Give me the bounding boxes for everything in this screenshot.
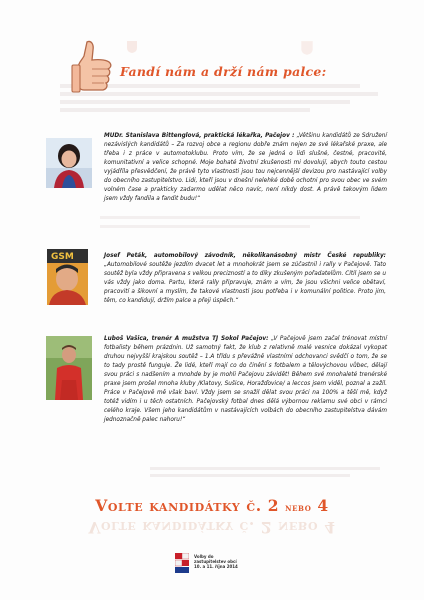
quote-bittenglova <box>104 132 387 204</box>
quote-text: „Automobilové soutěže jezdím dvacet let a mnohokrát jsem se zúčastnil i rally v Pačejově. Tato soutěž byla vždy připravena s velkou precizností a to díky zkušeným pořadatelům. Cítil jsem se u vás vždy jako doma. Partu, která rally připravuje, znám a vím, že jsou všichni velice obětaví, pracovití a šikovní a myslím, že takové vlastnosti jsou potřeba i v komunální politice. Proto jim, těm, co kandidují, držím palce a přeji úspěch.“ <box>104 262 386 305</box>
quote-author: Luboš Vašica, trenér A mužstva TJ Sokol Pačejov: <box>104 336 269 342</box>
quote-text: „V Pačejově jsem začal trénovat místní fotbalisty během prázdnin. Už samotný fakt, že klub z relativně malé vesnice dokázal vykopat druhou nejvyšší krajskou soutěž – 1.A třídu s převážně vlastními odchovanci svědčí o tom, že se to tady prostě funguje. Že lidé, kteří mají co do činění s fotbalem a tělovýchovou vůbec, dělají svou práci s nadšením a mnohde by je mohli Pačejovu závidět! Během své mnohaleté trenérské praxe jsem prošel mnoha kluby /Klatovy, Sušice, Horažďovice/ a leccos jsem viděl, poznal a zažil. Práce v Pačejově mě však baví. Vždy jsem se snažil dělat svou práci na 100% a těší mě, když totéž vidím i u těch ostatních. Pačejovský fotbal dnes dělá výbornou reklamu své obci v rámci celého kraje. Všem jeho kandidátům v nastávajících volbách do obecního zastupitelstva dávám jednoznačně palec nahoru!“ <box>104 336 388 424</box>
footer-line: 10. a 11. října 2014 <box>194 564 238 569</box>
portrait-photo <box>47 249 88 305</box>
svg-text:GSM: GSM <box>51 252 74 262</box>
coat-of-arms-icon <box>126 40 138 54</box>
quote-author: Josef Peták, automobilový závodník, několikanásobný mistr České republiky: <box>104 253 386 259</box>
vote-main: Volte kandidátky č. 2 <box>95 496 280 515</box>
thumbs-up-icon <box>70 38 114 96</box>
quote-vasica <box>104 335 387 425</box>
election-footer <box>194 554 274 569</box>
show-through-slogan: Volte kandidátky č. 2 nebo 4 <box>88 518 336 537</box>
quote-author: MUDr. Stanislava Bittenglová, praktická lékařka, Pačejov : <box>104 133 295 139</box>
portrait-photo <box>46 138 92 188</box>
quote-petak <box>104 252 386 306</box>
show-through-text <box>150 463 390 483</box>
footer-line: Volby do <box>194 554 214 559</box>
portrait-photo <box>46 336 92 400</box>
headline: Fandí nám a drží nám palce: <box>120 64 327 79</box>
footer-line: zastupitelstev obcí <box>194 559 237 564</box>
coat-of-arms-icon <box>300 40 314 56</box>
show-through-text <box>100 210 390 240</box>
vote-slogan <box>0 496 424 515</box>
quote-text: „Většinu kandidátů ze Sdružení nezávislých kandidátů – Za rozvoj obce a regionu dobře znám nejen ze své lékařské praxe, ale třeba i z práce v automotoklubu. Proto vím, že se jedná o lidi slušné, čestné, pracovité, komunitativní a velice schopné. Moje bohaté životní zkušenosti mi dovolují, abych touto cestou vyjádřila přesvědčení, že právě tyto vlastnosti jsou tou nejcennější devizou pro nastávající volby do obecního zastupitelstvo. Lidi, kteří jsou v dnešní nelehké době ochotni pro svou obec ve svém volném čase a prakticky zadarmo udělat něco navíc, není nikdy dost. A právě takovým lidem jsem vždy fandila a fandit budu!“ <box>104 133 387 203</box>
coat-of-arms-icon <box>175 553 189 573</box>
vote-or: nebo <box>285 503 312 514</box>
vote-alt: 4 <box>317 496 329 515</box>
